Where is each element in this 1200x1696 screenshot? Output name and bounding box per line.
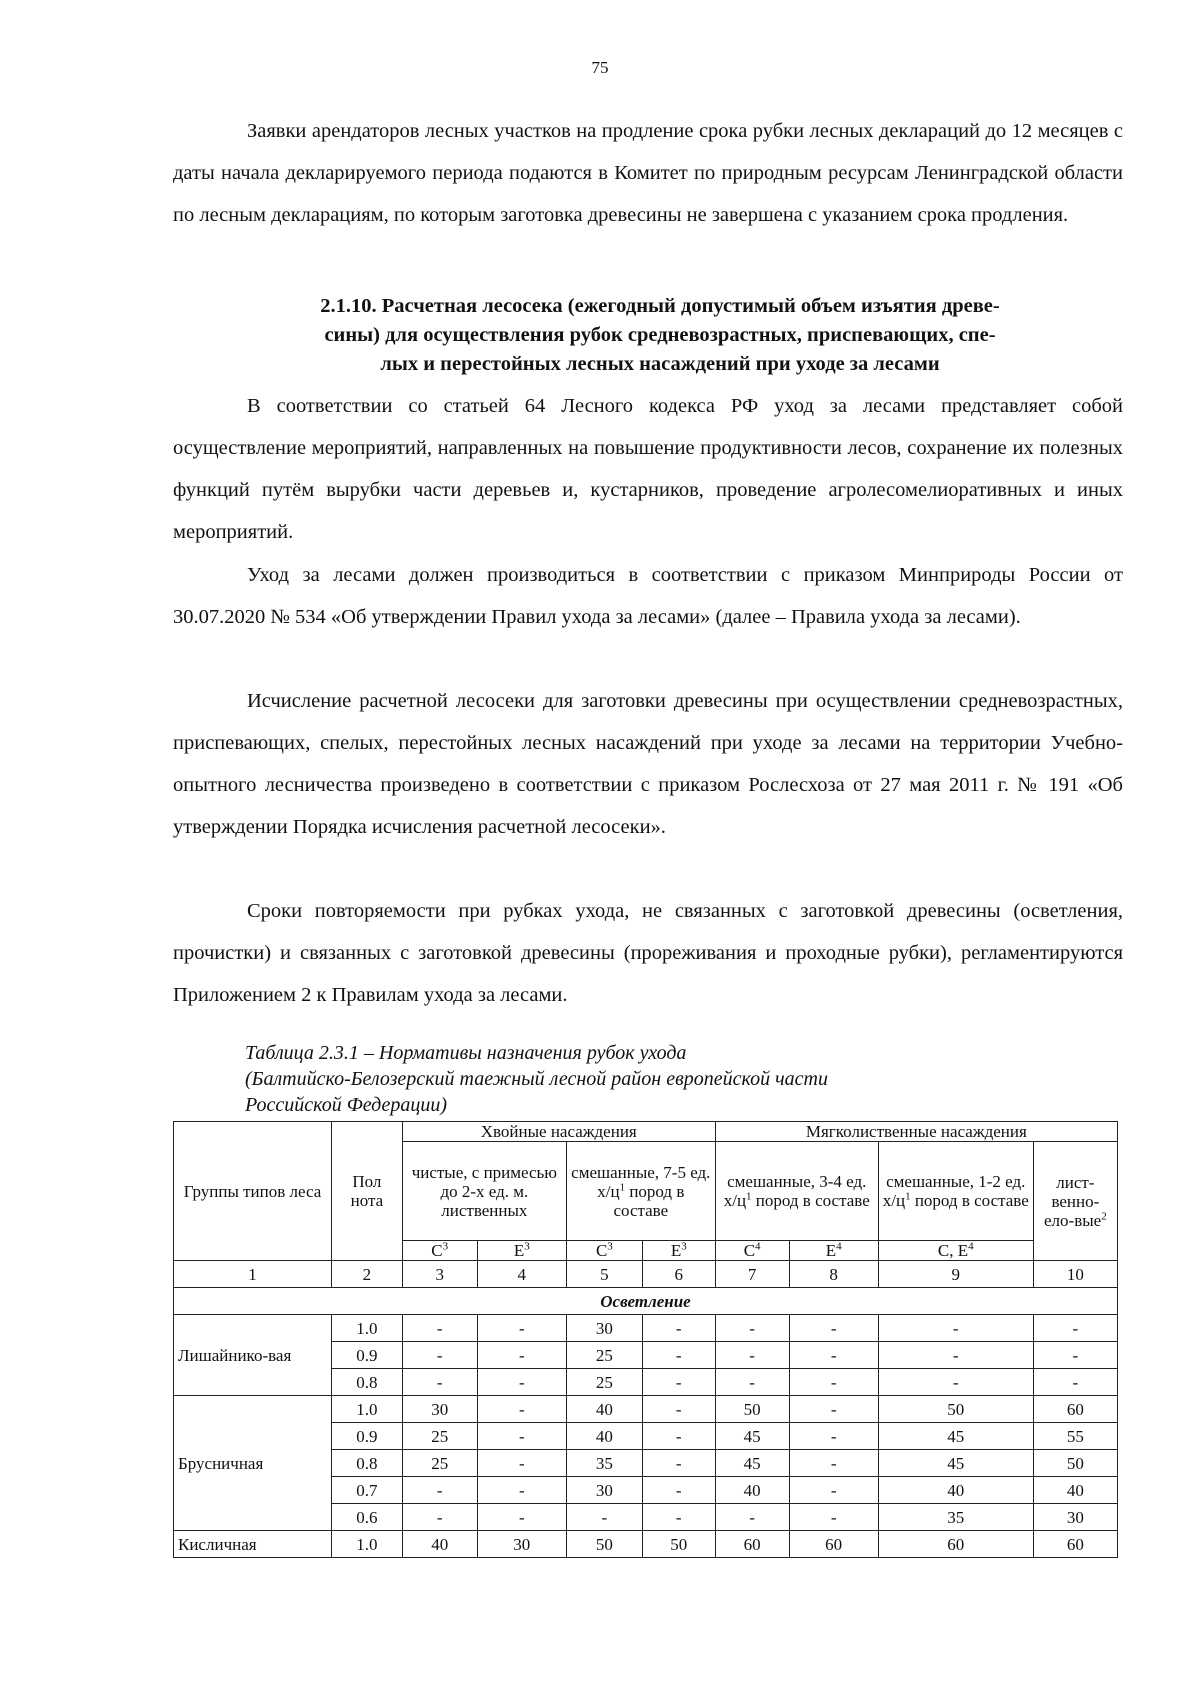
value-cell: -	[1033, 1342, 1117, 1369]
value-cell: -	[566, 1504, 642, 1531]
page-number: 75	[591, 58, 609, 77]
value-cell: -	[642, 1342, 715, 1369]
caption-line: Таблица 2.3.1 – Нормативы назначения рубок ухода	[245, 1042, 687, 1064]
value-cell: -	[642, 1423, 715, 1450]
value-cell: 50	[715, 1396, 789, 1423]
column-number: 1	[174, 1261, 332, 1288]
species-pine-spruce: С, $Е^4$	[878, 1241, 1033, 1261]
value-cell: 35	[878, 1504, 1033, 1531]
value-cell: 25	[402, 1423, 477, 1450]
paragraph-repeat-terms: Сроки повторяемости при рубках ухода, не связанных с заготовкой древесины (осветления, прочистки) и связанных с заготовкой древесины (прореживания и проходные рубки), регламентируются Приложением 2 к Правилам ухода за лесами.	[173, 900, 1123, 1006]
forest-type-group: Лишайнико-вая	[174, 1315, 332, 1396]
value-cell: 60	[1033, 1531, 1117, 1558]
header-density: Пол нота	[332, 1122, 403, 1261]
table-body	[174, 1261, 1118, 1558]
section-heading	[220, 292, 1100, 379]
value-cell: -	[1033, 1315, 1117, 1342]
value-cell: 40	[878, 1477, 1033, 1504]
heading-line: лых и перестойных лесных насаждений при уходе за лесами	[380, 353, 940, 375]
column-number: 2	[332, 1261, 403, 1288]
value-cell: -	[789, 1504, 878, 1531]
value-cell: -	[789, 1369, 878, 1396]
column-number: 9	[878, 1261, 1033, 1288]
value-cell: -	[878, 1369, 1033, 1396]
density-cell: 1.0	[332, 1396, 403, 1423]
value-cell: -	[477, 1423, 566, 1450]
value-cell: 50	[642, 1531, 715, 1558]
value-cell: -	[402, 1369, 477, 1396]
value-cell: -	[402, 1342, 477, 1369]
value-cell: -	[789, 1342, 878, 1369]
column-number: 5	[566, 1261, 642, 1288]
table-row	[174, 1531, 1118, 1558]
header-pure: чистые, с примесью до 2-х ед. м. лиственных	[402, 1142, 566, 1241]
value-cell: 25	[566, 1369, 642, 1396]
column-number-row	[174, 1261, 1118, 1288]
value-cell: 25	[566, 1342, 642, 1369]
value-cell: -	[715, 1504, 789, 1531]
value-cell: 30	[566, 1315, 642, 1342]
paragraph-declarations: Заявки арендаторов лесных участков на продление срока рубки лесных деклараций до 12 месяцев с даты начала декларируемого периода подаются в Комитет по природным ресурсам Ленинградской области по лесным декларациям, по которым заготовка древесины не завершена с указанием срока продления.	[173, 120, 1123, 226]
forest-type-group: Кисличная	[174, 1531, 332, 1558]
table-row	[174, 1315, 1118, 1342]
value-cell: -	[789, 1315, 878, 1342]
header-row	[174, 1122, 1118, 1142]
value-cell: -	[477, 1342, 566, 1369]
section-row	[174, 1288, 1118, 1315]
density-cell: 1.0	[332, 1531, 403, 1558]
value-cell: 60	[1033, 1396, 1117, 1423]
value-cell: -	[715, 1369, 789, 1396]
value-cell: -	[477, 1477, 566, 1504]
table-row	[174, 1396, 1118, 1423]
value-cell: 50	[878, 1396, 1033, 1423]
value-cell: -	[715, 1315, 789, 1342]
value-cell: 50	[566, 1531, 642, 1558]
column-number: 6	[642, 1261, 715, 1288]
value-cell: -	[477, 1450, 566, 1477]
value-cell: 55	[1033, 1423, 1117, 1450]
value-cell: -	[878, 1315, 1033, 1342]
paragraph-forest-code: В соответствии со статьей 64 Лесного кодекса РФ уход за лесами представляет собой осуществление мероприятий, направленных на повышение продуктивности лесов, сохранение их полезных функций путём вырубки части деревьев и, кустарников, проведение агролесомелиоративных и иных мероприятий.	[173, 395, 1123, 543]
value-cell: 60	[715, 1531, 789, 1558]
column-number: 7	[715, 1261, 789, 1288]
value-cell: 40	[566, 1396, 642, 1423]
value-cell: -	[642, 1504, 715, 1531]
density-cell: 0.8	[332, 1450, 403, 1477]
density-cell: 0.7	[332, 1477, 403, 1504]
value-cell: -	[477, 1396, 566, 1423]
heading-line: сины) для осуществления рубок средневозрастных, приспевающих, спе-	[324, 324, 996, 346]
value-cell: -	[477, 1369, 566, 1396]
species-spruce: $Е^4$	[789, 1241, 878, 1261]
forest-type-group: Брусничная	[174, 1396, 332, 1531]
heading-line: 2.1.10. Расчетная лесосека (ежегодный допустимый объем изъятия древе-	[320, 295, 1000, 317]
value-cell: -	[402, 1504, 477, 1531]
value-cell: 25	[402, 1450, 477, 1477]
value-cell: 30	[1033, 1504, 1117, 1531]
column-number: 4	[477, 1261, 566, 1288]
value-cell: 45	[715, 1423, 789, 1450]
caption-line: Российской Федерации)	[245, 1094, 448, 1116]
value-cell: 40	[566, 1423, 642, 1450]
species-pine: $С^4$	[715, 1241, 789, 1261]
density-cell: 0.6	[332, 1504, 403, 1531]
value-cell: -	[642, 1369, 715, 1396]
value-cell: -	[642, 1315, 715, 1342]
value-cell: -	[402, 1315, 477, 1342]
value-cell: 45	[878, 1450, 1033, 1477]
value-cell: 45	[715, 1450, 789, 1477]
value-cell: 45	[878, 1423, 1033, 1450]
species-spruce: $Е^3$	[642, 1241, 715, 1261]
value-cell: 30	[402, 1396, 477, 1423]
value-cell: -	[642, 1477, 715, 1504]
value-cell: -	[402, 1477, 477, 1504]
column-number: 8	[789, 1261, 878, 1288]
thinning-norms-table	[173, 1121, 1118, 1558]
value-cell: -	[642, 1450, 715, 1477]
value-cell: -	[1033, 1369, 1117, 1396]
header-deciduous-spruce: лист-венно-ело-вые$^2$	[1033, 1142, 1117, 1261]
header-conifer-stands: Хвойные насаждения	[402, 1122, 715, 1142]
density-cell: 0.9	[332, 1423, 403, 1450]
value-cell: 30	[477, 1531, 566, 1558]
header-softwood-stands: Мягколиственные насаждения	[715, 1122, 1117, 1142]
density-cell: 0.9	[332, 1342, 403, 1369]
value-cell: 40	[402, 1531, 477, 1558]
value-cell: -	[878, 1342, 1033, 1369]
species-pine: $С^3$	[402, 1241, 477, 1261]
section-title: Осветление	[174, 1288, 1118, 1315]
column-number: 10	[1033, 1261, 1117, 1288]
value-cell: 60	[878, 1531, 1033, 1558]
header-mixed-7-5: смешанные, 7-5 ед. $х/ц^1$ пород в составе	[566, 1142, 715, 1241]
species-pine: $С^3$	[566, 1241, 642, 1261]
value-cell: -	[715, 1342, 789, 1369]
value-cell: 40	[1033, 1477, 1117, 1504]
density-cell: 0.8	[332, 1369, 403, 1396]
column-number: 3	[402, 1261, 477, 1288]
value-cell: -	[642, 1396, 715, 1423]
paragraph-calculation: Исчисление расчетной лесосеки для заготовки древесины при осуществлении средневозрастных, приспевающих, спелых, перестойных лесных насаждений при уходе за лесами на территории Учебно-опытного лесничества произведено в соответствии с приказом Рослесхоза от 27 мая 2011 г. № 191 «Об утверждении Порядка исчисления расчетной лесосеки».	[173, 690, 1123, 838]
value-cell: -	[477, 1504, 566, 1531]
value-cell: 40	[715, 1477, 789, 1504]
value-cell: -	[789, 1396, 878, 1423]
density-cell: 1.0	[332, 1315, 403, 1342]
caption-line: (Балтийско-Белозерский таежный лесной район европейской части	[245, 1068, 828, 1090]
value-cell: 35	[566, 1450, 642, 1477]
value-cell: -	[789, 1423, 878, 1450]
value-cell: -	[789, 1450, 878, 1477]
value-cell: 60	[789, 1531, 878, 1558]
table-caption	[245, 1040, 828, 1118]
value-cell: -	[477, 1315, 566, 1342]
header-mixed-3-4: смешанные, 3-4 ед. $х/ц^1$ пород в составе	[715, 1142, 878, 1241]
species-spruce: $Е^3$	[477, 1241, 566, 1261]
value-cell: 30	[566, 1477, 642, 1504]
paragraph-ministry-order: Уход за лесами должен производиться в соответствии с приказом Минприроды России от 30.07.2020 № 534 «Об утверждении Правил ухода за лесами» (далее – Правила ухода за лесами).	[173, 564, 1123, 628]
value-cell: -	[789, 1477, 878, 1504]
value-cell: 50	[1033, 1450, 1117, 1477]
header-mixed-1-2: смешанные, 1-2 ед. $х/ц^1$ пород в составе	[878, 1142, 1033, 1241]
header-forest-type-group: Группы типов леса	[174, 1122, 332, 1261]
